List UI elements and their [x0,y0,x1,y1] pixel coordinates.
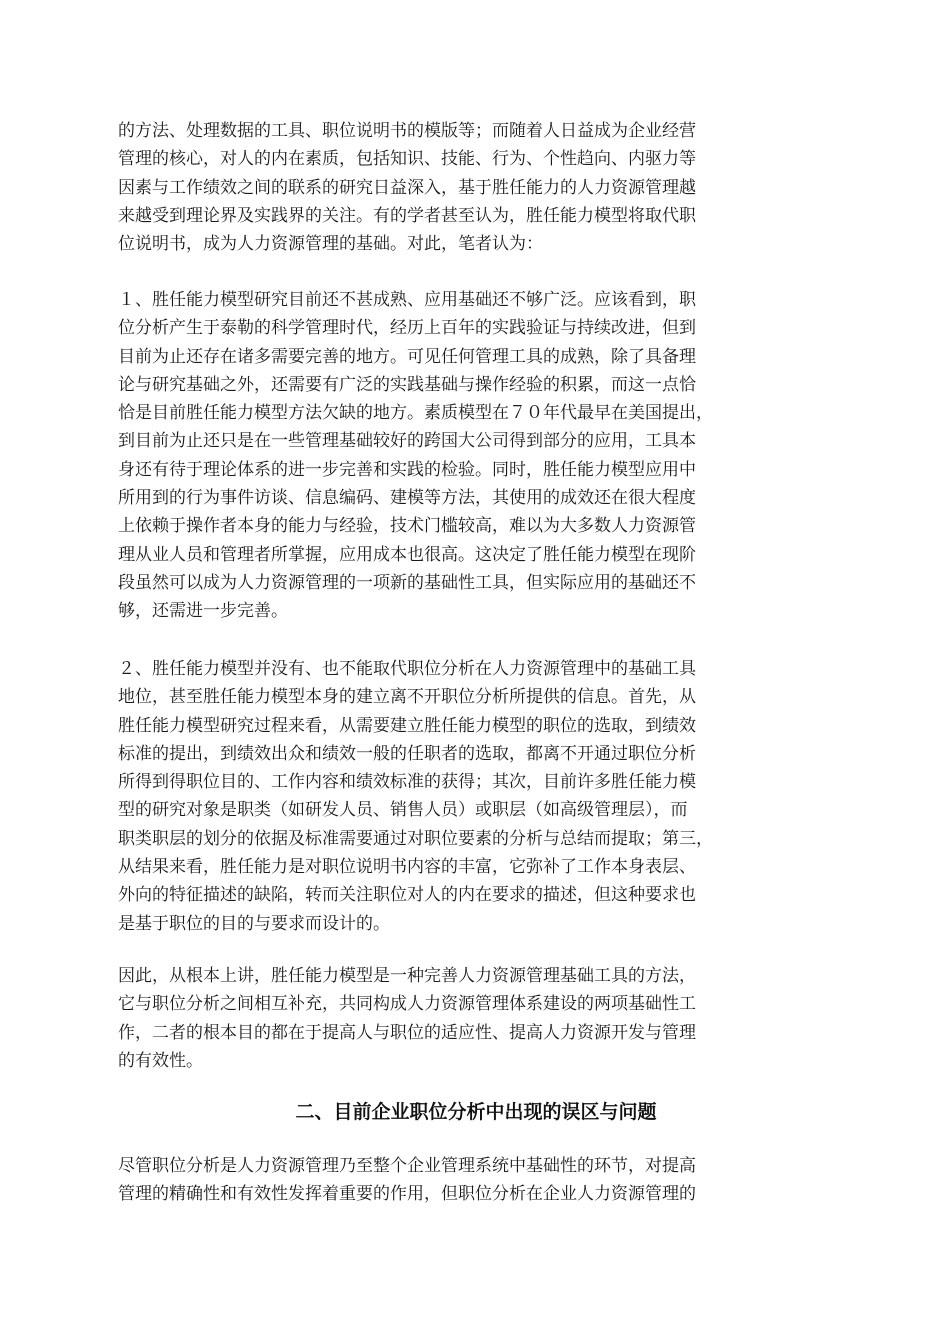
paragraph-line: 因此，从根本上讲，胜任能力模型是一种完善人力资源管理基础工具的方法， [118,966,696,986]
paragraph-line: 尽管职位分析是人力资源管理乃至整个企业管理系统中基础性的环节，对提高 [118,1156,696,1176]
paragraph-line: 标准的提出，到绩效出众和绩效一般的任职者的选取，都离不开通过职位分析 [118,743,696,764]
paragraph-line: 作，二者的根本目的都在于提高人与职位的适应性、提高人力资源开发与管理 [118,1022,696,1043]
section-heading: 二、目前企业职位分析中出现的误区与问题 [295,1101,657,1123]
paragraph-line: 恰是目前胜任能力模型方法欠缺的地方。素质模型在７０年代最早在美国提出， [118,403,713,424]
paragraph-line: 管理的核心，对人的内在素质，包括知识、技能、行为、个性趋向、内驱力等 [118,149,696,170]
paragraph-line: 位说明书，成为人力资源管理的基础。对此，笔者认为： [118,234,543,255]
paragraph-line: 位分析产生于泰勒的科学管理时代，经历上百年的实践验证与持续改进，但到 [118,318,696,339]
paragraph-line: 上依赖于操作者本身的能力与经验，技术门槛较高，难以为大多数人力资源管 [118,516,696,537]
paragraph-line: 是基于职位的目的与要求而设计的。 [118,913,390,934]
paragraph-line: 身还有待于理论体系的进一步完善和实践的检验。同时，胜任能力模型应用中 [118,459,696,480]
paragraph-line: １、胜任能力模型研究目前还不甚成熟、应用基础还不够广泛。应该看到，职 [118,290,696,310]
paragraph-line: 外向的特征描述的缺陷，转而关注职位对人的内在要求的描述，但这种要求也 [118,885,696,906]
paragraph-line: 地位，甚至胜任能力模型本身的建立离不开职位分析所提供的信息。首先，从 [118,687,696,708]
paragraph-intro [118,117,834,258]
paragraph-point-2 [118,655,834,938]
paragraph-line: 职类职层的划分的依据及标准需要通过对职位要素的分析与总结而提取；第三， [118,828,713,849]
paragraph-line: 从结果来看，胜任能力是对职位说明书内容的丰富，它弥补了工作本身表层、 [118,857,696,878]
paragraph-line: 管理的精确性和有效性发挥着重要的作用，但职位分析在企业人力资源管理的 [118,1184,696,1205]
paragraph-line: 的有效性。 [118,1050,203,1071]
paragraph-line: 论与研究基础之外，还需要有广泛的实践基础与操作经验的积累，而这一点恰 [118,374,696,395]
paragraph-conclusion [118,962,834,1075]
paragraph-line: 所得到得职位目的、工作内容和绩效标准的获得；其次，目前许多胜任能力模 [118,772,696,793]
paragraph-line: 目前为止还存在诸多需要完善的地方。可见任何管理工具的成熟，除了具备理 [118,346,696,367]
paragraph-line: 到目前为止还只是在一些管理基础较好的跨国大公司得到部分的应用，工具本 [118,431,696,452]
paragraph-line: 胜任能力模型研究过程来看，从需要建立胜任能力模型的职位的选取，到绩效 [118,715,696,736]
paragraph-section-intro [118,1152,834,1209]
paragraph-line: 的方法、处理数据的工具、职位说明书的模版等；而随着人日益成为企业经营 [118,121,696,141]
paragraph-line: 理从业人员和管理者所掌握，应用成本也很高。这决定了胜任能力模型在现阶 [118,544,696,565]
paragraph-line: 够，还需进一步完善。 [118,601,288,622]
paragraph-line: ２、胜任能力模型并没有、也不能取代职位分析在人力资源管理中的基础工具 [118,659,696,679]
paragraph-line: 所用到的行为事件访谈、信息编码、建模等方法，其使用的成效还在很大程度 [118,488,696,509]
paragraph-point-1 [118,286,834,626]
paragraph-line: 来越受到理论界及实践界的关注。有的学者甚至认为，胜任能力模型将取代职 [118,205,696,226]
paragraph-line: 段虽然可以成为人力资源管理的一项新的基础性工具，但实际应用的基础还不 [118,572,696,593]
paragraph-line: 因素与工作绩效之间的联系的研究日益深入，基于胜任能力的人力资源管理越 [118,177,696,198]
paragraph-line: 型的研究对象是职类（如研发人员、销售人员）或职层（如高级管理层），而 [118,800,688,821]
paragraph-line: 它与职位分析之间相互补充，共同构成人力资源管理体系建设的两项基础性工 [118,994,696,1015]
